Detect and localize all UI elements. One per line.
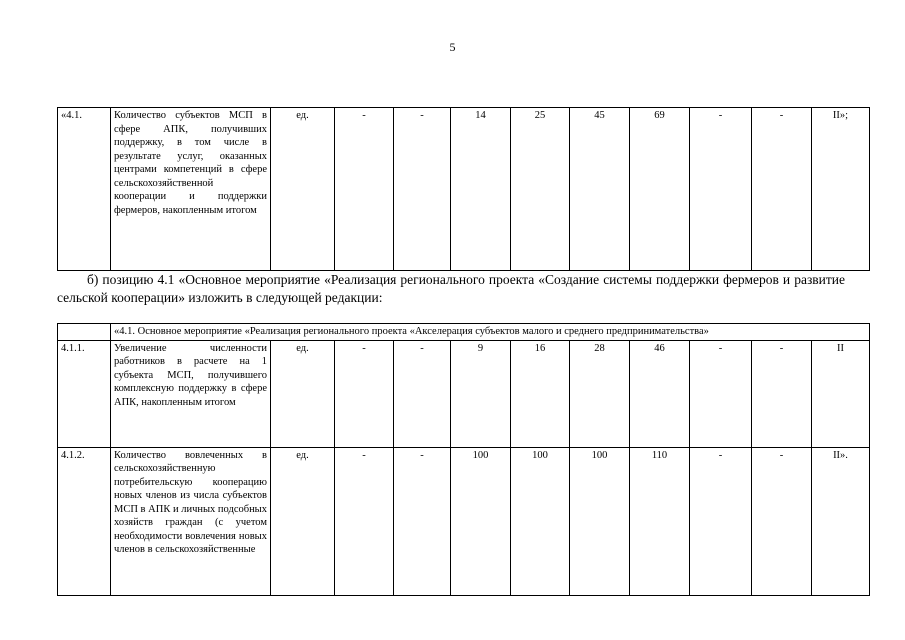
row-number: «4.1.: [58, 108, 111, 271]
value-cell: -: [335, 340, 394, 447]
page-number: 5: [449, 40, 456, 54]
value-cell: 110: [630, 447, 690, 595]
value-cell: -: [690, 108, 752, 271]
table-row: [58, 340, 870, 447]
table-row: [58, 108, 870, 271]
row-number: 4.1.2.: [58, 447, 111, 595]
value-cell: -: [335, 447, 394, 595]
indicator-name: Увеличение численности работников в расчете на 1 субъекта МСП, получившего комплексную поддержку в сфере АПК, накопленным итогом: [111, 340, 271, 447]
value-cell: 69: [630, 108, 690, 271]
value-cell: -: [690, 447, 752, 595]
value-cell: -: [394, 340, 451, 447]
unit-cell: ед.: [271, 108, 335, 271]
value-cell: -: [394, 447, 451, 595]
indicator-name: Количество вовлеченных в сельскохозяйственную потребительскую кооперацию новых членов из числа субъектов МСП в АПК и личных подсобных хозяйств граждан (с учетом необходимости вовлечения новых членов в сельскохозяйственные: [111, 447, 271, 595]
value-cell: 28: [570, 340, 630, 447]
indicators-table-top: [57, 107, 870, 271]
category-cell: II»;: [812, 108, 870, 271]
value-cell: 100: [511, 447, 570, 595]
value-cell: 45: [570, 108, 630, 271]
category-cell: II».: [812, 447, 870, 595]
amendment-paragraph: б) позицию 4.1 «Основное мероприятие «Реализация регионального проекта «Создание системы поддержки фермеров и развитие сельской кооперации» изложить в следующей редакции:: [57, 272, 845, 305]
value-cell: -: [335, 108, 394, 271]
row-number: 4.1.1.: [58, 340, 111, 447]
value-cell: -: [752, 340, 812, 447]
value-cell: 16: [511, 340, 570, 447]
value-cell: -: [752, 447, 812, 595]
unit-cell: ед.: [271, 340, 335, 447]
empty-cell: [58, 324, 111, 341]
value-cell: 9: [451, 340, 511, 447]
section-title: «4.1. Основное мероприятие «Реализация регионального проекта «Акселерация субъектов малого и среднего предпринимательства»: [111, 324, 870, 341]
unit-cell: ед.: [271, 447, 335, 595]
value-cell: -: [690, 340, 752, 447]
value-cell: 100: [570, 447, 630, 595]
value-cell: 100: [451, 447, 511, 595]
value-cell: 25: [511, 108, 570, 271]
section-header-row: [58, 324, 870, 341]
value-cell: -: [394, 108, 451, 271]
indicators-table-bottom: [57, 323, 870, 596]
value-cell: 46: [630, 340, 690, 447]
indicator-name: Количество субъектов МСП в сфере АПК, получивших поддержку, в том числе в результате услуг, оказанных центрами компетенций в сфере сельскохозяйственной кооперации и поддержки фермеров, накопленным итогом: [111, 108, 271, 271]
table-row: [58, 447, 870, 595]
category-cell: II: [812, 340, 870, 447]
value-cell: 14: [451, 108, 511, 271]
value-cell: -: [752, 108, 812, 271]
